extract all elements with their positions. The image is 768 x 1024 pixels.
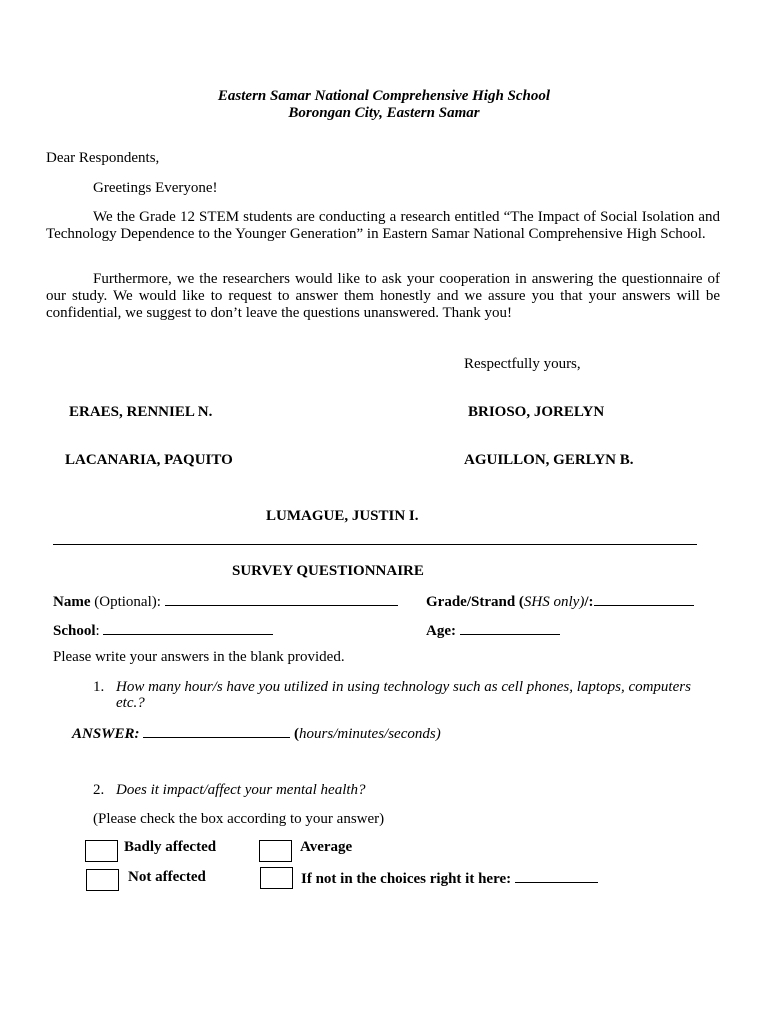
answer-label: ANSWER:	[72, 726, 144, 742]
instruction: Please write your answers in the blank provided.	[53, 649, 345, 665]
answer-blank[interactable]	[143, 724, 290, 738]
name-field[interactable]	[53, 592, 398, 611]
age-field[interactable]	[426, 621, 560, 640]
letter-paragraph-2: Furthermore, we the researchers would like to ask your cooperation in answering the questionnaire of our study. We would like to request to answer them honestly and we assure you that your answers will be confidential, we suggest to don’t leave the questions unanswered. Thank you!	[46, 271, 720, 321]
grade-note: SHS only)	[523, 594, 585, 610]
q2-text: Does it impact/affect your mental health?	[116, 782, 366, 798]
signatory-1: ERAES, RENNIEL N.	[69, 404, 213, 420]
signatory-3: LACANARIA, PAQUITO	[65, 452, 233, 468]
school-location: Borongan City, Eastern Samar	[288, 105, 480, 121]
grade-suffix: /:	[584, 594, 594, 610]
school-label: School	[53, 623, 96, 639]
q2-instruction: (Please check the box according to your answer)	[93, 811, 385, 827]
answer-units-paren: (	[294, 726, 300, 742]
checkbox-badly-affected[interactable]	[85, 840, 118, 862]
name-optional: (Optional):	[90, 594, 165, 610]
school-blank[interactable]	[103, 621, 273, 635]
q1-number: 1.	[93, 679, 105, 695]
age-label: Age:	[426, 623, 460, 639]
grade-blank[interactable]	[594, 592, 694, 606]
school-name: Eastern Samar National Comprehensive High School	[217, 88, 551, 104]
name-label: Name	[53, 594, 91, 610]
signatory-4: AGUILLON, GERLYN B.	[464, 452, 634, 468]
checkbox-not-affected[interactable]	[86, 869, 119, 891]
section-divider	[53, 544, 697, 545]
name-blank[interactable]	[165, 592, 398, 606]
answer-field[interactable]	[72, 724, 441, 743]
salutation: Dear Respondents,	[46, 150, 160, 166]
greeting: Greetings Everyone!	[93, 180, 218, 196]
option-other[interactable]	[301, 869, 598, 888]
signatory-5: LUMAGUE, JUSTIN I.	[266, 508, 419, 524]
signatory-2: BRIOSO, JORELYN	[468, 404, 605, 420]
q1-text: How many hour/s have you utilized in using technology such as cell phones, laptops, computers etc.?	[116, 679, 691, 711]
school-suffix: :	[95, 623, 104, 639]
option-other-label: If not in the choices right it here:	[301, 871, 515, 887]
checkbox-average[interactable]	[259, 840, 292, 862]
grade-label: Grade/Strand (	[426, 594, 524, 610]
grade-strand-field[interactable]	[426, 592, 694, 611]
q2-number: 2.	[93, 782, 105, 798]
age-blank[interactable]	[460, 621, 560, 635]
closing: Respectfully yours,	[464, 356, 581, 372]
letter-paragraph-1: We the Grade 12 STEM students are conducting a research entitled “The Impact of Social Isolation and Technology Dependence to the Younger Generation” in Eastern Samar National Comprehensive High School.	[46, 209, 720, 242]
answer-units: hours/minutes/seconds)	[299, 726, 441, 742]
option-badly-affected: Badly affected	[124, 839, 217, 855]
option-not-affected: Not affected	[128, 869, 206, 885]
option-average: Average	[300, 839, 353, 855]
survey-title: SURVEY QUESTIONNAIRE	[232, 563, 424, 579]
school-field[interactable]	[53, 621, 273, 640]
option-other-blank[interactable]	[515, 869, 598, 883]
checkbox-other[interactable]	[260, 867, 293, 889]
